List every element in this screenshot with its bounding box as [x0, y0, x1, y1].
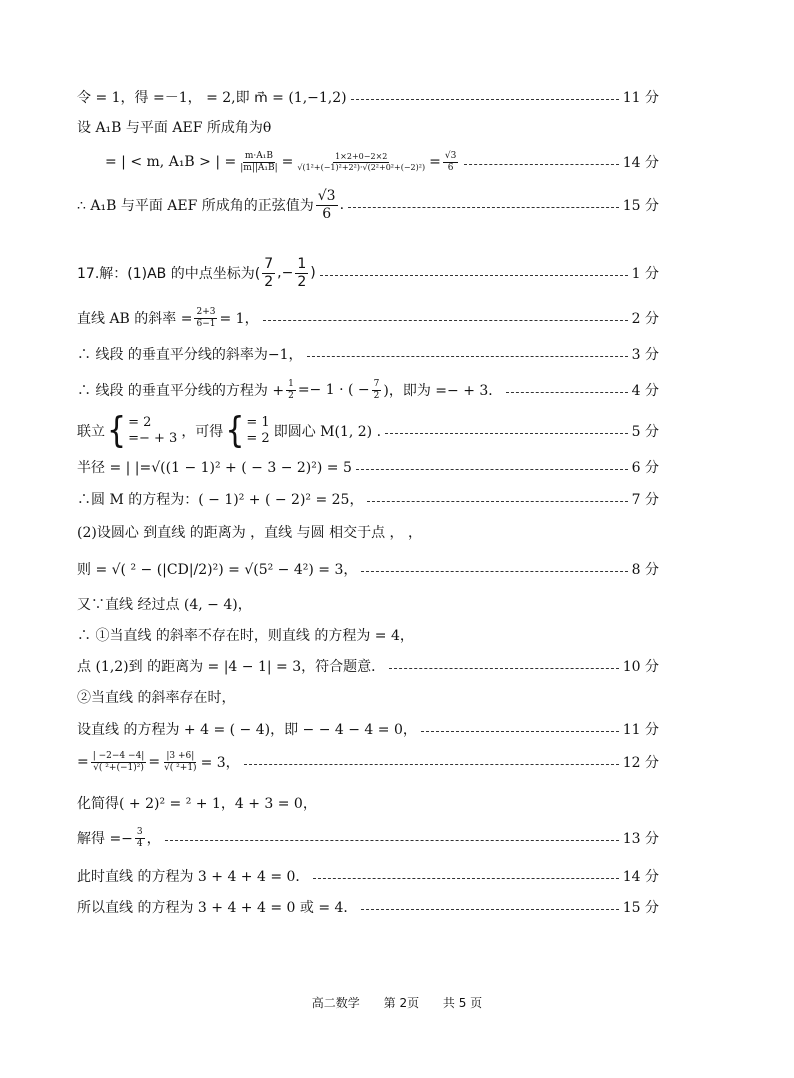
solution-line: [77, 450, 659, 484]
leader-dashes: [313, 878, 618, 879]
line-formula: [77, 188, 344, 221]
leader-dashes: [385, 433, 628, 434]
leader-dashes: [506, 392, 627, 393]
solution-line: [77, 80, 659, 114]
fraction: [286, 379, 296, 401]
fraction: [295, 256, 308, 289]
fraction-denominator: 4: [136, 838, 143, 849]
score-label: 7 分: [631, 492, 659, 508]
leader-dashes: [320, 275, 628, 276]
fraction-denominator: 6−1: [196, 318, 216, 329]
formula-part: 直线 AB 的斜率 =: [77, 311, 193, 327]
line-formula: [77, 409, 382, 452]
fraction-denominator: 2: [264, 273, 274, 290]
equation: = 2: [246, 431, 270, 446]
solution-line: [77, 482, 659, 516]
fraction-numerator: √3: [317, 188, 336, 205]
line-text: 此时直线 的方程为 3 + 4 + 4 = 0．: [77, 869, 310, 885]
leader-dashes: [361, 571, 627, 572]
fraction-numerator: | −2−4 −4|: [92, 751, 145, 762]
fraction-numerator: √3: [444, 151, 457, 162]
score-label: 8 分: [631, 562, 659, 578]
solution-line: [77, 373, 659, 407]
fraction-numerator: 1: [288, 379, 294, 390]
solution-line: [77, 587, 659, 621]
formula-part: ): [310, 265, 316, 281]
score-label: 15 分: [622, 198, 659, 214]
leader-dashes: [263, 320, 628, 321]
fraction: [316, 188, 338, 221]
formula-part: )，即为 =− + 3．: [383, 383, 503, 399]
score-label: 11 分: [622, 90, 659, 106]
fraction: [91, 751, 147, 773]
line-text: 则 = √( ² − (|CD|/2)²) = √(5² − 4²) = 3，: [77, 562, 358, 578]
fraction: [238, 151, 279, 173]
solution-line: [77, 515, 659, 549]
score-label: 14 分: [622, 155, 659, 171]
solution-line: [77, 618, 659, 652]
formula-part: ,−: [277, 265, 294, 281]
leader-dashes: [348, 207, 619, 208]
solution-line: [77, 745, 659, 779]
leader-dashes: [356, 469, 628, 470]
leader-dashes: [367, 501, 627, 502]
solution-line: [77, 301, 659, 335]
line-formula: [105, 151, 460, 173]
fraction-numerator: 2+3: [196, 307, 216, 318]
fraction-denominator: 6: [447, 162, 454, 173]
score-label: 10 分: [622, 659, 659, 675]
formula-part: = 3，: [200, 755, 240, 771]
fraction-numerator: m·A₁B: [244, 151, 273, 162]
formula-part: 联立: [77, 424, 105, 440]
line-text: 化简得( + 2)² = ² + 1，4 + 3 = 0，: [77, 796, 317, 812]
fraction-numerator: 3: [136, 827, 143, 838]
line-text: ∴ ①当直线 的斜率不存在时，则直线 的方程为 = 4，: [77, 628, 414, 644]
formula-part: =: [281, 154, 294, 170]
solution-line: [77, 712, 659, 746]
fraction-denominator: |m||A₁B|: [240, 162, 278, 173]
footer-subject: 高二数学: [311, 996, 360, 1010]
score-label: 6 分: [631, 460, 659, 476]
footer-page-number: 第 2页: [383, 996, 420, 1010]
score-label: 2 分: [631, 311, 659, 327]
fraction: [262, 256, 275, 289]
fraction: [162, 751, 199, 773]
solution-line: [77, 786, 659, 820]
formula-part: ，: [146, 831, 161, 847]
solution-line: [77, 859, 659, 893]
line-text: 又∵直线 经过点 (4, − 4)，: [77, 597, 252, 613]
fraction-numerator: 1×2+0−2×2: [335, 152, 388, 162]
line-text: (2)设圆心 到直线 的距离为 ，直线 与圆 相交于点 ， ，: [77, 525, 422, 541]
fraction-numerator: |3 +6|: [166, 751, 195, 762]
score-label: 13 分: [622, 831, 659, 847]
line-formula: [77, 256, 316, 289]
formula-part: ，可得: [181, 424, 224, 440]
formula-part: 17.解：(1)AB 的中点坐标为(: [77, 266, 261, 282]
line-text: 半径 = | |=√((1 − 1)² + ( − 3 − 2)²) = 5: [77, 460, 352, 476]
score-label: 11 分: [622, 722, 659, 738]
fraction: [194, 307, 217, 329]
score-label: 5 分: [631, 424, 659, 440]
score-label: 15 分: [622, 900, 659, 916]
line-text: ∴ 线段 的垂直平分线的斜率为−1，: [77, 347, 303, 363]
footer-page-total: 共 5 页: [442, 996, 483, 1010]
equation-system: [246, 415, 269, 446]
formula-part: = | < m, A₁B > | =: [105, 154, 237, 170]
line-text: 令 = 1，得 =－1， = 2,即 m⃗ = (1,−1,2): [77, 90, 347, 106]
fraction-numerator: 1: [297, 256, 307, 273]
solution-line: [77, 890, 659, 924]
formula-part: 即圆心 M(1, 2) .: [273, 424, 382, 440]
solution-line: [77, 409, 659, 452]
left-brace: {: [107, 409, 127, 452]
formula-part: = 1，: [219, 311, 259, 327]
solution-line: [77, 821, 659, 855]
formula-part: ∴ A₁B 与平面 AEF 所成角的正弦值为: [77, 198, 314, 214]
fraction-denominator: √(1²+(−1)²+2²)·√(2²+0²+(−2)²): [297, 162, 426, 172]
line-text: 设 A₁B 与平面 AEF 所成角为θ: [77, 120, 272, 136]
fraction-denominator: 6: [322, 205, 332, 222]
solution-line: [77, 680, 659, 714]
formula-part: .: [339, 197, 345, 213]
solution-line: [77, 256, 659, 290]
fraction: [295, 152, 427, 171]
page-footer: [0, 994, 794, 1011]
formula-part: =: [77, 754, 89, 770]
fraction-denominator: √( ²+1): [164, 762, 197, 773]
solution-line: [105, 145, 659, 179]
leader-dashes: [351, 99, 619, 100]
fraction-numerator: 7: [373, 379, 380, 390]
line-formula: [77, 751, 240, 773]
formula-part: 解得 =−: [77, 831, 133, 847]
solution-line: [77, 188, 659, 222]
leader-dashes: [165, 840, 619, 841]
line-text: 设直线 的方程为 + 4 = ( − 4)，即 − − 4 − 4 = 0，: [77, 722, 417, 738]
line-formula: [77, 379, 502, 401]
fraction: [372, 379, 382, 401]
equation: = 1: [246, 415, 270, 431]
line-formula: [77, 827, 161, 849]
score-label: 12 分: [622, 755, 659, 771]
score-label: 4 分: [631, 383, 659, 399]
line-formula: [77, 307, 259, 329]
fraction: [135, 827, 145, 849]
left-brace: {: [225, 409, 245, 452]
line-text: ∴圆 M 的方程为：( − 1)² + ( − 2)² = 25，: [77, 492, 364, 508]
formula-part: ∴ 线段 的垂直平分线的方程为 +: [77, 383, 285, 399]
fraction-denominator: 2: [373, 390, 380, 401]
formula-part: =: [148, 754, 161, 770]
leader-dashes: [421, 731, 619, 732]
leader-dashes: [307, 356, 628, 357]
score-label: 3 分: [631, 347, 659, 363]
leader-dashes: [361, 909, 618, 910]
leader-dashes: [464, 164, 618, 165]
fraction: [443, 151, 458, 173]
line-text: ②当直线 的斜率存在时，: [77, 690, 236, 706]
fraction-denominator: 2: [288, 390, 294, 401]
score-label: 14 分: [622, 869, 659, 885]
fraction-denominator: √( ²+(−1)²): [93, 762, 144, 773]
formula-part: =− 1 · ( −: [297, 382, 370, 398]
solution-line: [77, 337, 659, 371]
leader-dashes: [244, 764, 619, 765]
solution-line: [77, 110, 659, 144]
equation: = 2: [128, 415, 152, 431]
score-label: 1 分: [631, 266, 659, 282]
equation-system: [128, 415, 177, 446]
solution-line: [77, 649, 659, 683]
fraction-denominator: 2: [297, 273, 307, 290]
formula-part: =: [429, 154, 441, 170]
equation: =− + 3: [128, 431, 178, 446]
solution-line: [77, 552, 659, 586]
fraction-numerator: 7: [264, 256, 274, 273]
leader-dashes: [389, 668, 619, 669]
line-text: 点 (1,2)到 的距离为 = |4 − 1| = 3，符合题意．: [77, 659, 386, 675]
line-text: 所以直线 的方程为 3 + 4 + 4 = 0 或 = 4．: [77, 900, 358, 916]
